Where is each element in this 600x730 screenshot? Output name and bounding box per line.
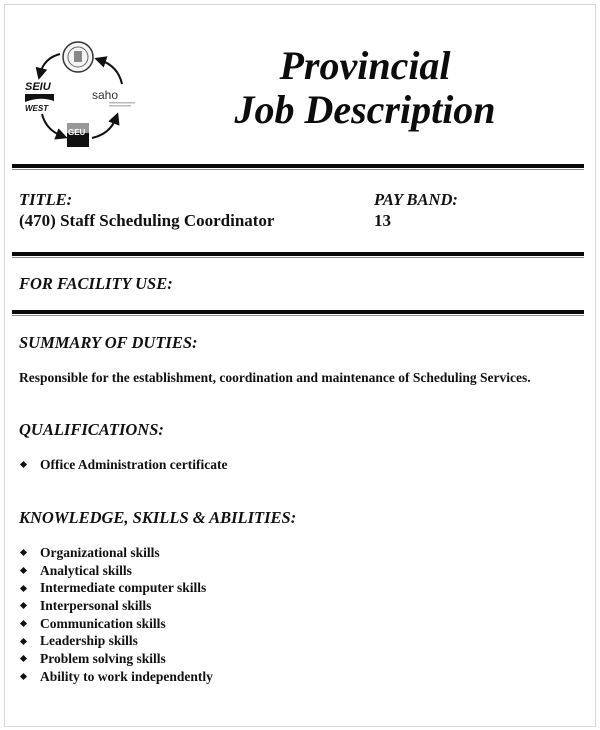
divider-middle [12,252,584,258]
pay-band-label: PAY BAND: [374,190,458,209]
bullet-diamond-icon [20,620,27,627]
list-item: Leadership skills [19,632,213,650]
bullet-diamond-icon [20,461,27,468]
bullet-diamond-icon [20,585,27,592]
svg-text:GEU: GEU [68,128,86,137]
bullet-diamond-icon [20,673,27,680]
bcgeu-logo-icon [67,123,89,147]
union-logos [22,38,140,153]
document-title [200,44,530,132]
title-line-1: Provincial [279,43,451,88]
divider-top [12,164,584,170]
bullet-diamond-icon [20,549,27,556]
facility-use-label: FOR FACILITY USE: [19,274,173,293]
title-value: (470) Staff Scheduling Coordinator [19,211,275,230]
qualifications-label: QUALIFICATIONS: [19,420,164,439]
bullet-diamond-icon [20,638,27,645]
list-item: Intermediate computer skills [19,579,213,597]
bullet-diamond-icon [20,602,27,609]
ksa-label: KNOWLEDGE, SKILLS & ABILITIES: [19,508,297,527]
bullet-diamond-icon [20,655,27,662]
svg-text:saho: saho [92,88,119,102]
qualifications-list [19,456,227,474]
list-item: Analytical skills [19,562,213,580]
list-item: Office Administration certificate [19,456,227,474]
summary-label: SUMMARY OF DUTIES: [19,333,198,352]
list-item: Organizational skills [19,544,213,562]
seiu-west-logo-icon [25,81,54,113]
ksa-list [19,544,213,686]
logo-cycle-icon [22,38,140,153]
summary-text: Responsible for the establishment, coordination and maintenance of Scheduling Services. [19,370,531,385]
list-item: Ability to work independently [19,668,213,686]
saho-logo-icon [92,88,135,107]
list-item: Communication skills [19,615,213,633]
seal-logo-icon [63,42,93,72]
svg-text:WEST: WEST [25,104,49,113]
list-item: Problem solving skills [19,650,213,668]
svg-text:SEIU: SEIU [25,81,51,93]
list-item: Interpersonal skills [19,597,213,615]
title-label: TITLE: [19,190,73,209]
title-line-2: Job Description [234,87,496,132]
divider-lower [12,310,584,316]
pay-band-value: 13 [374,211,391,230]
bullet-diamond-icon [20,567,27,574]
